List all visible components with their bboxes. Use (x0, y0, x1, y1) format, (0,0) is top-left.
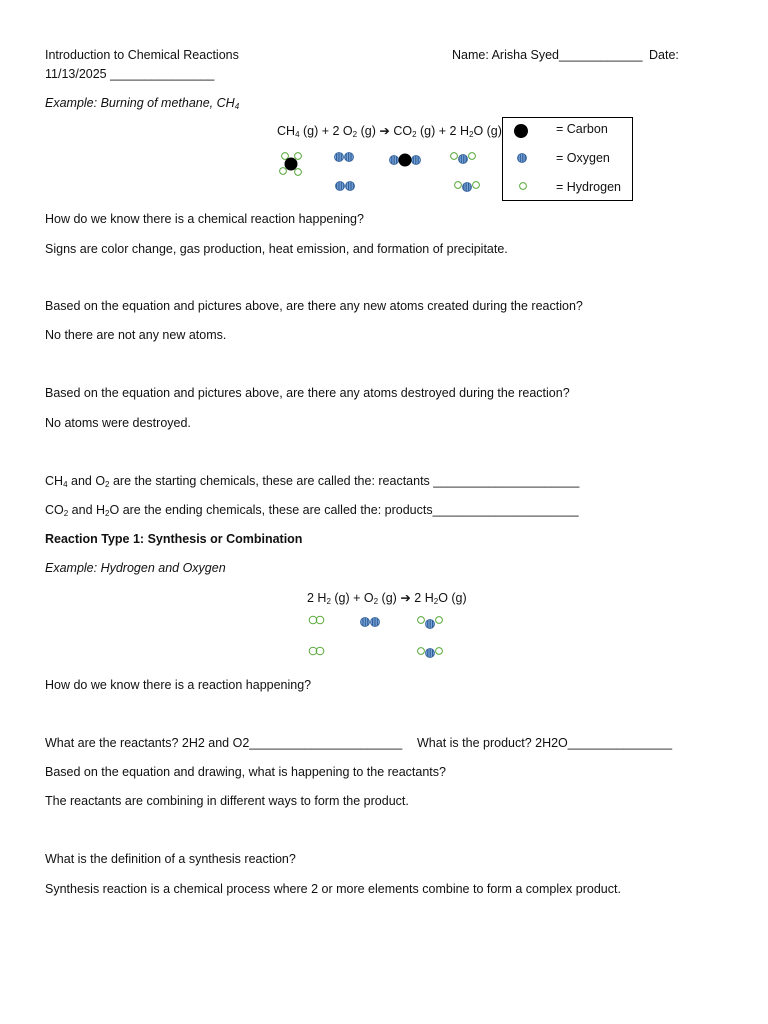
hydrogen-legend-icon (520, 183, 527, 190)
oxygen-molecule (336, 182, 355, 191)
legend-hydrogen-label: = Hydrogen (556, 180, 621, 194)
question-atoms-destroyed: Based on the equation and pictures above, are there any atoms destroyed during the reaction? (45, 386, 570, 400)
section-heading: Reaction Type 1: Synthesis or Combination (45, 532, 303, 546)
question-synthesis-definition: What is the definition of a synthesis reaction? (45, 852, 296, 866)
arrow-icon: ➔ (400, 591, 411, 605)
reactants-definition: $CH_4$ and $O_2$ are the starting chemicals, these are called the: reactants _____________________ (45, 474, 580, 489)
answer-synthesis-definition: Synthesis reaction is a chemical process where 2 or more elements combine to form a complex product. (45, 882, 621, 896)
products-definition: $CO_2$ and $H_2O$ are the ending chemicals, these are called the: products_____________________ (45, 503, 579, 518)
answer-new-atoms: No there are not any new atoms. (45, 328, 227, 342)
hydrogen-molecule (309, 616, 324, 624)
methane-equation: $CH_4$ (g) + 2 $O_2$ (g) ➔ $CO_2$ (g) + 2 $H_2O$ (g) (277, 124, 502, 139)
carbon-legend-icon (514, 124, 528, 138)
example2-label: Example: Hydrogen and Oxygen (45, 561, 226, 575)
methane-molecule (280, 153, 302, 176)
question-reaction-happening-2: How do we know there is a reaction happening? (45, 678, 312, 692)
reactants-question: What are the reactants? 2H2 and O2______________________ (45, 736, 403, 750)
product-question: What is the product? 2H2O_______________ (417, 736, 673, 750)
water-molecule (418, 617, 443, 629)
name-field: Name: Arisha Syed____________ (452, 48, 643, 62)
answer-reaction-happening: Signs are color change, gas production, heat emission, and formation of precipitate. (45, 242, 508, 256)
legend-oxygen-label: = Oxygen (556, 151, 610, 165)
legend-carbon-label: = Carbon (556, 122, 608, 136)
question-reaction-happening: How do we know there is a chemical reaction happening? (45, 212, 364, 226)
oxygen-molecule (335, 153, 354, 162)
example1-label: Example: Burning of methane, $CH_4$ (45, 96, 240, 111)
question-reactants-happening: Based on the equation and drawing, what is happening to the reactants? (45, 765, 446, 779)
oxygen-legend-icon (518, 154, 527, 163)
carbon-dioxide-molecule (390, 154, 421, 167)
atom-legend (502, 117, 633, 201)
document-title: Introduction to Chemical Reactions (45, 48, 239, 62)
oxygen-molecule (361, 618, 380, 627)
date-line: 11/13/2025 _______________ (45, 67, 215, 81)
answer-atoms-destroyed: No atoms were destroyed. (45, 416, 191, 430)
arrow-icon: ➔ (379, 124, 390, 138)
synthesis-equation: 2 $H_2$ $(g) + O_2$ (g) ➔ 2 $H_2O$ (g) (307, 591, 467, 606)
water-molecule (451, 153, 476, 164)
answer-reactants-happening: The reactants are combining in different ways to form the product. (45, 794, 409, 808)
hydrogen-molecule (309, 647, 324, 655)
question-new-atoms: Based on the equation and pictures above, are there any new atoms created during the reaction? (45, 299, 583, 313)
date-label: Date: (649, 48, 679, 62)
water-molecule (455, 182, 480, 192)
water-molecule (418, 648, 443, 658)
